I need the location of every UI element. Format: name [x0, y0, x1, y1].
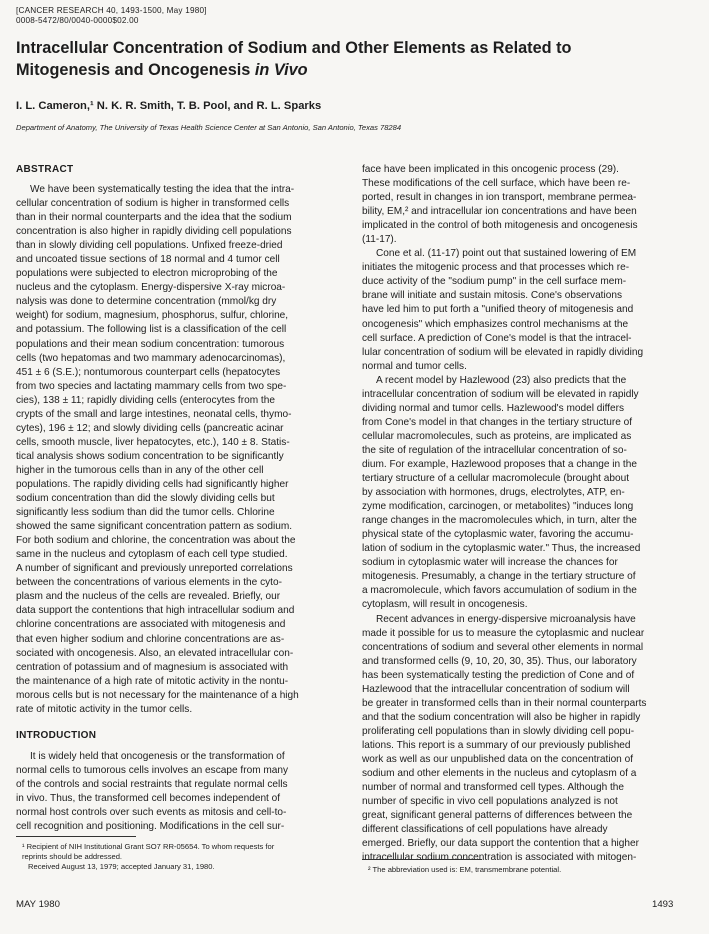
paragraph-line: dividing normal and tumor cells. Hazlewood's model differs — [362, 402, 625, 414]
abstract-line: than in slowly dividing cell populations. Unfixed freeze-dried — [16, 240, 283, 252]
paragraph-line: face have been implicated in this oncogenic process (29). — [362, 164, 619, 175]
footer-date: MAY 1980 — [16, 899, 60, 910]
paragraph-line: mitogenesis. Presumably, a change in the tertiary structure of — [362, 571, 636, 583]
abstract-line: sodium concentration than did the slowly dividing cells but — [16, 493, 275, 505]
abstract-line: A number of significant and previously unreported correlations — [16, 563, 293, 575]
paragraph-line: tertiary structure of a cellular macromolecule (brought about — [362, 473, 630, 485]
abstract-line: populations. The rapidly dividing cells had significantly higher — [16, 478, 289, 490]
paragraph-line: intracellular sodium concentration is associated with mitogen- — [362, 852, 637, 864]
paragraph-line: be greater in transformed cells than in their normal counterparts — [362, 697, 647, 709]
paragraph-line: sodium and other elements in the nucleus and cytoplasm of a — [362, 768, 637, 780]
introduction-line: in vivo. Thus, the transformed cell becomes independent of — [16, 793, 281, 805]
journal-code: 0008-5472/80/0040-0000$02.00 — [16, 16, 139, 25]
paragraph-line: (11-17). — [362, 234, 397, 246]
abstract-line: that even higher sodium and chlorine concentrations are as- — [16, 633, 285, 645]
paragraph-line: normal and tumor cells. — [362, 360, 467, 372]
paragraph-line: lations. This report is a summary of our previously published — [362, 739, 631, 751]
abstract-line: data support the contentions that high intracellular sodium and — [16, 605, 295, 617]
abstract-line: the maintenance of a high rate of mitotic activity in the nontu- — [16, 675, 289, 687]
footnote-rule — [16, 836, 136, 837]
introduction-line: cell recognition and positioning. Modifications in the cell sur- — [16, 821, 285, 833]
paragraph-line: number of normal and transformed cell types. Although the — [362, 782, 625, 794]
title-line-2 — [16, 59, 696, 81]
abstract-line: morous cells but is not necessary for the maintenance of a high — [16, 689, 299, 701]
paragraph-line: duce activity of the "sodium pump" in the cell surface mem- — [362, 276, 627, 288]
paragraph-line: cell surface. A prediction of Cone's model is that the intracel- — [362, 332, 632, 344]
abstract-line: cells (two hepatomas and two mammary adenocarcinomas), — [16, 352, 286, 364]
abstract-line: and uncoated tissue sections of 18 normal and 4 tumor cell — [16, 254, 280, 266]
paragraph-line: cytoplasm, will result in oncogenesis. — [362, 599, 528, 611]
paragraph-line: intracellular concentration of sodium will be elevated in rapidly — [362, 388, 639, 400]
affiliation: Department of Anatomy, The University of Texas Health Science Center at San Antonio, San Antonio, Texas 78284 — [16, 123, 402, 132]
paragraph-line: initiates the mitogenic process and that processes which re- — [362, 262, 630, 274]
abstract-line: nalysis was done to determine concentration (mmol/kg dry — [16, 296, 277, 308]
paragraph-line: a macromolecule, which favors accumulation of sodium in the — [362, 585, 637, 597]
paragraph-line: from Cone's model in that changes in the tertiary structure of — [362, 416, 633, 428]
abstract-line: same in the nucleus and cytoplasm of each cell type studied. — [16, 549, 288, 561]
abstract-line: populations were subjected to electron microprobing of the — [16, 268, 278, 280]
abstract-line: significantly less sodium than did the tumor cells. Chlorine — [16, 507, 275, 519]
abstract-line: cells, smooth muscle, liver hepatocytes, etc.), 140 ± 8. Statis- — [16, 436, 290, 448]
paragraph-line: zyme modification, carcinogen, or metabolites) "induces long — [362, 501, 634, 513]
introduction-line: normal host controls over such events as mitosis and cell-to- — [16, 807, 287, 819]
abstract-line: plasm and the nucleus of the cells are revealed. Briefly, our — [16, 591, 281, 603]
paragraph-line: A recent model by Hazlewood (23) also predicts that the — [376, 374, 627, 386]
paragraph-line: cellular macromolecules, such as proteins, are implicated as — [362, 430, 632, 442]
paragraph-line: different classifications of cell populations have already — [362, 824, 608, 836]
right-column-body — [362, 163, 687, 865]
abstract-line: concentration is also higher in rapidly dividing cell populations — [16, 226, 292, 238]
abstract-line: We have been systematically testing the idea that the intra- — [30, 184, 295, 195]
abstract-line: cytes), 196 ± 12; and slowly dividing cells (pancreatic acinar — [16, 422, 284, 434]
right-footnote-rule — [362, 859, 482, 860]
abstract-line: centration of potassium and of magnesium is associated with — [16, 661, 289, 673]
paragraph-line: and that the sodium concentration will also be higher in rapidly — [362, 711, 641, 723]
paragraph-line: Hazlewood that the intracellular concentration of sodium will — [362, 683, 630, 695]
paragraph-line: Cone et al. (11-17) point out that sustained lowering of EM — [376, 248, 637, 260]
abstract-body — [16, 183, 342, 717]
paragraph-line: sodium in cytoplasmic water will increase the chances for — [362, 557, 618, 569]
abstract-line: from two species and lactating mammary cells from two spe- — [16, 380, 287, 392]
journal-citation: [CANCER RESEARCH 40, 1493-1500, May 1980] — [16, 6, 207, 15]
footnote-line: ² The abbreviation used is: EM, transmembrane potential. — [368, 865, 562, 874]
abstract-line: crypts of the small and large intestines, neonatal cells, thymo- — [16, 408, 292, 420]
footnote-line: ¹ Recipient of NIH Institutional Grant SO7 RR-05654. To whom requests for — [22, 842, 275, 851]
paragraph-line: lation of sodium in the cytoplasmic water." Thus, the increased — [362, 543, 641, 555]
abstract-line: than in their normal counterparts and the idea that the sodium — [16, 212, 292, 224]
paragraph-line: range changes in the macromolecules which, in turn, alter the — [362, 515, 637, 527]
abstract-line: cies), 138 ± 11; rapidly dividing cells (enterocytes from the — [16, 394, 275, 406]
abstract-line: tical analysis shows sodium concentration to be significantly — [16, 450, 284, 462]
introduction-heading: INTRODUCTION — [16, 730, 97, 741]
footnote-line: reprints should be addressed. — [22, 851, 123, 861]
abstract-line: chlorine concentrations are associated with mitogenesis and — [16, 619, 286, 631]
abstract-heading: ABSTRACT — [16, 164, 74, 175]
paragraph-line: by association with hormones, drugs, electrolytes, ATP, en- — [362, 487, 625, 499]
paragraph-line: concentrations of sodium and several other elements in normal — [362, 641, 644, 653]
abstract-line: weight) for sodium, magnesium, phosphorus, sulfur, chlorine, — [16, 310, 289, 322]
journal-reference — [16, 6, 207, 26]
abstract-line: cellular concentration of sodium is higher in transformed cells — [16, 198, 290, 210]
paragraph-line: has been systematically testing the prediction of Cone and of — [362, 669, 635, 681]
article-title — [16, 37, 696, 81]
paragraph-line: and transformed cells (9, 10, 20, 30, 35). Thus, our laboratory — [362, 655, 637, 667]
abstract-line: and potassium. The following list is a classification of the cell — [16, 324, 287, 336]
abstract-line: between the concentrations of various elements in the cyto- — [16, 577, 282, 589]
title-line-1: Intracellular Concentration of Sodium and Other Elements as Related to — [16, 39, 572, 57]
introduction-line: normal cells to tumorous cells involves an escape from many — [16, 765, 289, 777]
title-line-2-text: Mitogenesis and Oncogenesis — [16, 61, 255, 79]
paragraph-line: dium. For example, Hazlewood proposes that a change in the — [362, 458, 637, 470]
paragraph-line: the site of regulation of the intracellular concentration of so- — [362, 444, 627, 456]
left-footnotes — [22, 842, 274, 871]
paragraph-line: ported, result in changes in ion transport, membrane permea- — [362, 192, 637, 204]
abstract-line: populations and their mean sodium concentration: tumorous — [16, 338, 285, 350]
footnote-line: Received August 13, 1979; accepted January 31, 1980. — [28, 861, 215, 871]
abstract-line: showed the same significant concentration pattern as sodium. — [16, 521, 293, 533]
paragraph-line: great, significant general patterns of differences between the — [362, 810, 633, 822]
paragraph-line: number of specific in vivo cell populations analyzed is not — [362, 796, 618, 808]
abstract-line: nucleus and the cytoplasm. Energy-dispersive X-ray microa- — [16, 282, 286, 294]
paragraph-line: have led him to put forth a "unified theory of mitogenesis and — [362, 304, 634, 316]
introduction-line: of the controls and social restraints that regulate normal cells — [16, 779, 288, 791]
page-number: 1493 — [652, 899, 674, 910]
abstract-line: rate of mitotic activity in the tumor cells. — [16, 703, 193, 715]
introduction-body — [16, 750, 342, 834]
title-italic-term: in Vivo — [254, 61, 308, 79]
introduction-line: It is widely held that oncogenesis or the transformation of — [30, 751, 285, 762]
paragraph-line: brane will initiate and sustain mitosis. Cone's observations — [362, 290, 623, 302]
paragraph-line: bility, EM,² and intracellular ion concentrations and have been — [362, 206, 637, 218]
abstract-line: For both sodium and chlorine, the concentration was about the — [16, 535, 296, 547]
paragraph-line: proliferating cell populations than in slowly dividing cell popu- — [362, 725, 635, 737]
author-list: I. L. Cameron,¹ N. K. R. Smith, T. B. Pool, and R. L. Sparks — [16, 100, 322, 112]
abbreviation-footnote — [368, 865, 561, 875]
paragraph-line: lular concentration of sodium will be elevated in rapidly dividing — [362, 346, 644, 358]
paragraph-line: implicated in the control of both mitogenesis and oncogenesis — [362, 220, 638, 232]
paragraph-line: Recent advances in energy-dispersive microanalysis have — [376, 613, 636, 625]
paragraph-line: work as well as our unpublished data on the concentration of — [362, 753, 634, 765]
paragraph-line: made it possible for us to measure the cytoplasmic and nuclear — [362, 627, 645, 639]
abstract-line: sociated with oncogenesis. Also, an elevated intracellular con- — [16, 647, 294, 659]
paragraph-line: oncogenesis" which emphasizes control mechanisms at the — [362, 318, 629, 330]
paragraph-line: emerged. Briefly, our data support the contention that a higher — [362, 838, 640, 850]
abstract-line: higher in the tumorous cells than in any of the other cell — [16, 464, 264, 476]
abstract-line: 451 ± 6 (S.E.); nontumorous counterpart cells (hepatocytes — [16, 366, 281, 378]
paragraph-line: These modifications of the cell surface, which have been re- — [362, 178, 631, 190]
paragraph-line: physical state of the cytoplasmic water, favoring the accumu- — [362, 529, 634, 541]
